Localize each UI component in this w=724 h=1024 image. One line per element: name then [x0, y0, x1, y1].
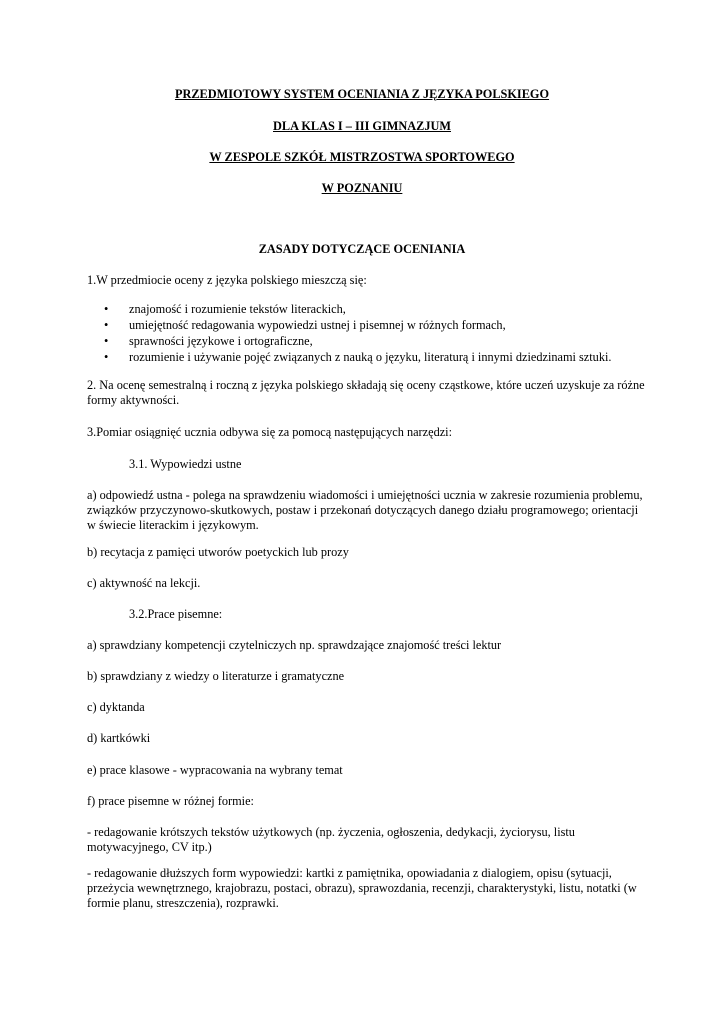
header-line-2: DLA KLAS I – III GIMNAZJUM	[273, 119, 451, 133]
written-d: d) kartkówki	[87, 731, 151, 745]
oral-c: c) aktywność na lekcji.	[87, 576, 201, 590]
paragraph-2: 2. Na ocenę semestralną i roczną z języka polskiego składają się oceny cząstkowe, które uczeń uzyskuje za różne formy aktywności.	[87, 378, 645, 407]
subsection-3-1: 3.1. Wypowiedzi ustne	[129, 457, 242, 471]
bullet-list	[87, 302, 647, 366]
written-c: c) dyktanda	[87, 700, 145, 714]
bullet-icon: •	[104, 334, 109, 348]
header-line-3: W ZESPOLE SZKÓŁ MISTRZOSTWA SPORTOWEGO	[209, 150, 515, 164]
header-line-4: W POZNANIU	[321, 181, 403, 195]
paragraph-1: 1.W przedmiocie oceny z języka polskiego mieszczą się:	[87, 273, 367, 287]
subsection-3-2: 3.2.Prace pisemne:	[129, 607, 223, 621]
paragraph-3: 3.Pomiar osiągnięć ucznia odbywa się za pomocą następujących narzędzi:	[87, 425, 453, 439]
bullet-icon: •	[104, 302, 109, 316]
written-dash-2: - redagowanie dłuższych form wypowiedzi: kartki z pamiętnika, opowiadania z dialogiem, opisu (sytuacji, przeżycia wewnętrznego, krajobrazu, postaci, obrazu), sprawozdania, recenzji, charakterystyki, listu, notatki (w formie planu, streszczenia), rozprawki.	[87, 866, 637, 910]
list-item-text: sprawności językowe i ortograficzne,	[129, 334, 313, 348]
written-b: b) sprawdziany z wiedzy o literaturze i gramatyczne	[87, 669, 345, 683]
written-dash-1: - redagowanie krótszych tekstów użytkowych (np. życzenia, ogłoszenia, dedykacji, życiorysu, listu motywacyjnego, CV itp.)	[87, 825, 575, 854]
oral-b: b) recytacja z pamięci utworów poetyckich lub prozy	[87, 545, 349, 559]
written-e: e) prace klasowe - wypracowania na wybrany temat	[87, 763, 343, 777]
list-item-text: znajomość i rozumienie tekstów literackich,	[129, 302, 346, 316]
list-item-text: umiejętność redagowania wypowiedzi ustnej i pisemnej w różnych formach,	[129, 318, 506, 332]
list-item	[87, 334, 647, 350]
written-f: f) prace pisemne w różnej formie:	[87, 794, 254, 808]
section-title: ZASADY DOTYCZĄCE OCENIANIA	[258, 242, 466, 256]
header-line-1: PRZEDMIOTOWY SYSTEM OCENIANIA Z JĘZYKA POLSKIEGO	[174, 87, 550, 101]
bullet-icon: •	[104, 350, 109, 364]
list-item	[87, 350, 647, 366]
written-a: a) sprawdziany kompetencji czytelniczych np. sprawdzające znajomość treści lektur	[87, 638, 502, 652]
oral-a: a) odpowiedź ustna - polega na sprawdzeniu wiadomości i umiejętności ucznia w zakresie rozumienia problemu, związków przyczynowo-skutkowych, postaw i przekonań dotyczących danego działu programowego; orientacji w świecie literackim i językowym.	[87, 488, 643, 532]
list-item	[87, 302, 647, 318]
bullet-icon: •	[104, 318, 109, 332]
list-item	[87, 318, 647, 334]
list-item-text: rozumienie i używanie pojęć związanych z nauką o języku, literaturą i innymi dziedzinami sztuki.	[129, 350, 612, 364]
